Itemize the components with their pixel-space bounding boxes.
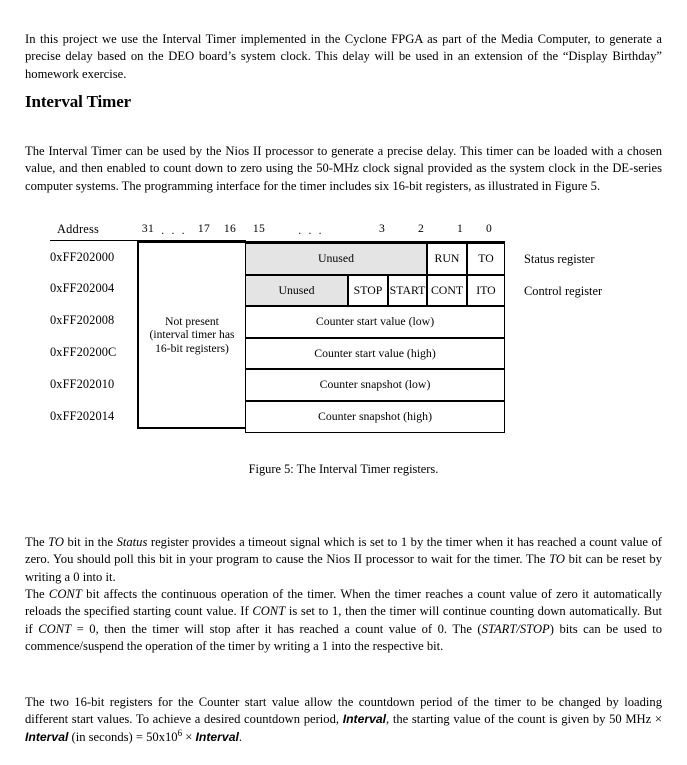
bit-label-2: 2 (417, 222, 425, 235)
bit-label-1: 1 (456, 222, 464, 235)
cont-para-text-4: = 0, then the timer will stop after it has reached a count value of 0. The ( (71, 621, 482, 636)
bit-label-16: 16 (223, 222, 237, 235)
interval-para-emph-1: Interval (342, 712, 387, 727)
cell-status-register-to: TO (467, 243, 505, 275)
cont-para-italic-2: CONT (252, 604, 286, 619)
cell-status-register-unused: Unused (245, 243, 427, 275)
cell-control-register-stop: STOP (348, 275, 388, 307)
bit-number-header-row (0, 222, 687, 240)
intro-text: In this project we use the Interval Timer implemented in the Cyclone FPGA as part of the Media Computer, to generate a precise delay based on the DEO board’s system clock. This delay will be used in an extension of the “Display Birthday” homework exercise. (25, 31, 662, 81)
not-present-line-1: (interval timer has (149, 328, 235, 342)
interval-para-emph-2: Interval (25, 729, 69, 744)
to-para-text-4: bit can be reset by writing a 0 into it. (25, 552, 662, 584)
cont-para-italic-3: CONT (38, 621, 72, 636)
interval-para-emph-3: Interval (195, 729, 239, 744)
to-para-italic-3: TO (549, 552, 565, 567)
to-para-italic-2: Status (116, 534, 148, 549)
cell-counter-start-low-counter-start-value-low: Counter start value (low) (245, 306, 505, 338)
to-para-italic-1: TO (48, 534, 64, 549)
bit-label-15: 15 (252, 222, 266, 235)
register-label-0: Status register (524, 252, 595, 266)
cell-control-register-cont: CONT (427, 275, 467, 307)
address-column-header: Address (57, 222, 100, 236)
address-label-2: 0xFF202008 (50, 313, 115, 327)
interval-exponent: 6 (177, 727, 183, 738)
bit-label-31: 31 (141, 222, 155, 235)
address-label-0: 0xFF202000 (50, 250, 115, 264)
interval-para-text-5: . (238, 729, 243, 744)
bit-label-: . . . (298, 224, 324, 237)
bit-label-17: 17 (197, 222, 211, 235)
interval-paragraph (25, 694, 662, 747)
cont-para-text-5: ) bits can be used to commence/suspend the operation of the timer by writing a 1 into the respective bit. (25, 621, 662, 654)
cont-bit-paragraph (25, 586, 662, 656)
cont-para-text-3: is set to 1, then the timer will continue counting down automatically. But if (25, 604, 662, 636)
cont-para-text-1: The (25, 586, 49, 601)
to-para-text-2: bit in the (63, 534, 117, 549)
register-label-1: Control register (524, 284, 603, 298)
cell-control-register-unused: Unused (245, 275, 348, 307)
not-present-cell (139, 243, 245, 427)
not-present-line-0: Not present (165, 314, 219, 328)
cell-counter-snapshot-high-counter-snapshot-high: Counter snapshot (high) (245, 401, 505, 433)
address-label-1: 0xFF202004 (50, 281, 115, 295)
cell-counter-snapshot-low-counter-snapshot-low: Counter snapshot (low) (245, 369, 505, 401)
register-grid (137, 241, 505, 429)
address-label-3: 0xFF20200C (50, 345, 117, 359)
intro-paragraph (25, 31, 662, 84)
address-label-4: 0xFF202010 (50, 377, 115, 391)
figure-5-interval-timer-registers (0, 222, 687, 437)
figure-caption: Figure 5: The Interval Timer registers. (248, 462, 439, 476)
cont-para-italic-1: CONT (48, 586, 82, 601)
not-present-line-2: 16-bit registers) (155, 341, 229, 355)
address-label-5: 0xFF202014 (50, 409, 115, 423)
timer-description-paragraph (25, 143, 662, 196)
cell-counter-start-high-counter-start-value-high: Counter start value (high) (245, 338, 505, 370)
cell-status-register-run: RUN (427, 243, 467, 275)
interval-para-text-3: (in seconds) = 50x10 (68, 729, 178, 744)
cont-para-text-2: bit affects the continuous operation of the timer. When the timer reaches a count value of zero it automatically reloads the specified starting count value. If (25, 586, 662, 619)
timer-description-text: The Interval Timer can be used by the Nios II processor to generate a precise delay. This timer can be loaded with a chosen value, and then enabled to count down to zero using the 50-MHz clock signal provided as the system clock in the DE-series computer systems. The programming interface for the timer includes six 16-bit registers, as illustrated in Figure 5. (25, 143, 662, 193)
interval-para-text-4: × (182, 729, 196, 744)
interval-para-text-1: The two 16-bit registers for the Counter start value allow the countdown period of the timer to be changed by loading different start values. To achieve a desired countdown period, (25, 694, 662, 727)
to-para-text-1: The (25, 534, 49, 549)
to-bit-paragraph (25, 534, 662, 587)
cont-para-italic-4: START/STOP (481, 621, 550, 636)
bit-label-3: 3 (378, 222, 386, 235)
cell-control-register-ito: ITO (467, 275, 505, 307)
cell-control-register-start: START (388, 275, 427, 307)
bit-label-: . . . (161, 224, 187, 237)
interval-para-text-2: , the starting value of the count is given by 50 MHz × (386, 712, 662, 727)
section-heading-interval-timer: Interval Timer (25, 92, 132, 111)
bit-label-0: 0 (485, 222, 493, 235)
to-para-text-3: register provides a timeout signal which is set to 1 by the timer when it has reached a count value of zero. You should poll this bit in your program to cause the Nios II processor to wait for the timer. The (25, 534, 662, 567)
